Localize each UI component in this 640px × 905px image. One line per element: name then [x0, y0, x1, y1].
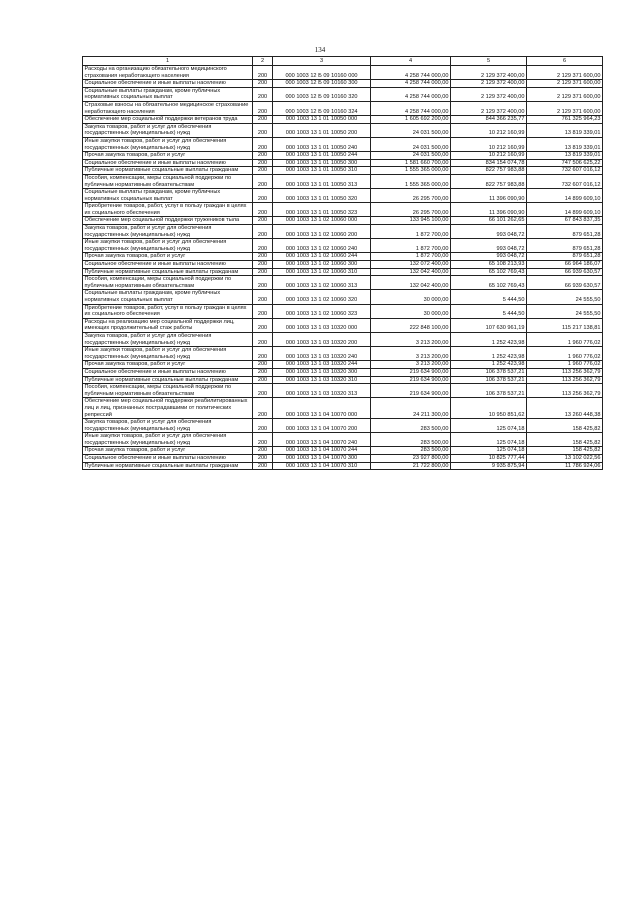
column-header-3: 3	[273, 57, 371, 66]
row-amount-col4-cell: 1 605 692 200,00	[371, 116, 451, 124]
row-amount-col5-cell: 1 252 423,98	[451, 361, 527, 369]
row-amount-col4-cell: 132 042 400,00	[371, 276, 451, 290]
row-code-cell: 000 1003 13 1 02 10060 000	[273, 217, 371, 225]
row-amount-col6-cell: 115 217 138,81	[527, 318, 603, 332]
row-code-cell: 000 1003 13 1 04 10070 240	[273, 433, 371, 447]
row-code-cell: 000 1003 13 1 03 10320 310	[273, 376, 371, 384]
page-number: 134	[314, 46, 326, 54]
row-amount-col6-cell: 13 819 339,01	[527, 137, 603, 151]
row-amount-col6-cell: 2 129 371 600,00	[527, 80, 603, 88]
row-amount-col6-cell: 66 939 630,57	[527, 268, 603, 276]
row-amount-col5-cell: 10 825 777,44	[451, 455, 527, 463]
row-name-cell: Закупка товаров, работ и услуг для обеспечения государственных (муниципальных) нужд	[83, 123, 253, 137]
table-row	[83, 159, 603, 167]
row-amount-col6-cell: 13 819 339,01	[527, 152, 603, 160]
row-code-cell: 000 1003 13 1 03 10320 200	[273, 332, 371, 346]
row-code-cell: 000 1003 13 1 02 10060 200	[273, 225, 371, 239]
row-admin-cell: 200	[253, 455, 273, 463]
row-admin-cell: 200	[253, 261, 273, 269]
row-amount-col5-cell: 106 378 537,21	[451, 376, 527, 384]
row-amount-col4-cell: 30 000,00	[371, 290, 451, 304]
row-name-cell: Закупка товаров, работ и услуг для обеспечения государственных (муниципальных) нужд	[83, 332, 253, 346]
row-code-cell: 000 1003 12 Б 09 10160 000	[273, 66, 371, 80]
table-row	[83, 253, 603, 261]
row-admin-cell: 200	[253, 203, 273, 217]
row-amount-col5-cell: 125 074,18	[451, 447, 527, 455]
row-name-cell: Публичные нормативные социальные выплаты гражданам	[83, 376, 253, 384]
row-admin-cell: 200	[253, 80, 273, 88]
table-row	[83, 447, 603, 455]
table-row	[83, 268, 603, 276]
table-row	[83, 462, 603, 470]
row-admin-cell: 200	[253, 276, 273, 290]
row-name-cell: Социальное обеспечение и иные выплаты населению	[83, 159, 253, 167]
row-code-cell: 000 1003 12 Б 09 10160 300	[273, 80, 371, 88]
row-name-cell: Приобретение товаров, работ, услуг в пользу граждан в целях их социального обеспечения	[83, 304, 253, 318]
row-admin-cell: 200	[253, 152, 273, 160]
row-name-cell: Закупка товаров, работ и услуг для обеспечения государственных (муниципальных) нужд	[83, 225, 253, 239]
table-row	[83, 304, 603, 318]
row-amount-col4-cell: 4 258 744 000,00	[371, 80, 451, 88]
row-amount-col4-cell: 24 031 500,00	[371, 152, 451, 160]
row-name-cell: Расходы на организацию обязательного медицинского страхования неработающего населения	[83, 66, 253, 80]
row-admin-cell: 200	[253, 225, 273, 239]
row-amount-col4-cell: 132 072 400,00	[371, 261, 451, 269]
table-row	[83, 101, 603, 115]
row-amount-col5-cell: 65 102 769,43	[451, 276, 527, 290]
row-amount-col5-cell: 125 074,18	[451, 419, 527, 433]
row-amount-col4-cell: 133 945 100,00	[371, 217, 451, 225]
row-amount-col4-cell: 1 872 700,00	[371, 253, 451, 261]
row-amount-col6-cell: 879 651,28	[527, 253, 603, 261]
row-amount-col5-cell: 834 154 074,78	[451, 159, 527, 167]
table-row	[83, 419, 603, 433]
row-name-cell: Обеспечение мер социальной поддержки ветеранов труда	[83, 116, 253, 124]
row-code-cell: 000 1003 13 1 02 10060 244	[273, 253, 371, 261]
row-admin-cell: 200	[253, 318, 273, 332]
row-code-cell: 000 1003 13 1 02 10060 310	[273, 268, 371, 276]
table-row	[83, 217, 603, 225]
table-row	[83, 87, 603, 101]
table-row	[83, 332, 603, 346]
row-amount-col5-cell: 125 074,18	[451, 433, 527, 447]
row-code-cell: 000 1003 13 1 04 10070 000	[273, 398, 371, 419]
row-code-cell: 000 1003 13 1 04 10070 300	[273, 455, 371, 463]
row-amount-col6-cell: 879 651,28	[527, 225, 603, 239]
table-row	[83, 203, 603, 217]
row-amount-col4-cell: 1 872 700,00	[371, 239, 451, 253]
row-admin-cell: 200	[253, 384, 273, 398]
row-admin-cell: 200	[253, 174, 273, 188]
row-admin-cell: 200	[253, 239, 273, 253]
table-body	[83, 66, 603, 470]
row-code-cell: 000 1003 13 1 01 10050 320	[273, 189, 371, 203]
table-row	[83, 239, 603, 253]
row-admin-cell: 200	[253, 368, 273, 376]
row-amount-col4-cell: 3 213 200,00	[371, 361, 451, 369]
row-admin-cell: 200	[253, 217, 273, 225]
table-row	[83, 152, 603, 160]
row-code-cell: 000 1003 13 1 02 10060 240	[273, 239, 371, 253]
row-name-cell: Социальные выплаты гражданам, кроме публичных нормативных социальных выплат	[83, 290, 253, 304]
table-row	[83, 318, 603, 332]
row-amount-col6-cell: 67 843 837,35	[527, 217, 603, 225]
table-row	[83, 368, 603, 376]
row-amount-col5-cell: 9 935 875,94	[451, 462, 527, 470]
row-amount-col4-cell: 24 211 300,00	[371, 398, 451, 419]
row-amount-col6-cell: 158 425,82	[527, 447, 603, 455]
row-amount-col5-cell: 822 757 983,88	[451, 174, 527, 188]
row-name-cell: Социальное обеспечение и иные выплаты населению	[83, 368, 253, 376]
row-code-cell: 000 1003 12 Б 09 10160 320	[273, 87, 371, 101]
row-amount-col6-cell: 66 939 630,57	[527, 276, 603, 290]
table-row	[83, 80, 603, 88]
table-row	[83, 455, 603, 463]
row-amount-col5-cell: 5 444,50	[451, 304, 527, 318]
row-amount-col4-cell: 1 581 660 700,00	[371, 159, 451, 167]
row-name-cell: Социальные выплаты гражданам, кроме публичных нормативных социальных выплат	[83, 87, 253, 101]
row-code-cell: 000 1003 13 1 01 10050 244	[273, 152, 371, 160]
row-code-cell: 000 1003 13 1 01 10050 240	[273, 137, 371, 151]
row-amount-col6-cell: 2 129 371 600,00	[527, 101, 603, 115]
table-row	[83, 225, 603, 239]
row-code-cell: 000 1003 13 1 03 10320 300	[273, 368, 371, 376]
row-code-cell: 000 1003 13 1 01 10050 310	[273, 167, 371, 175]
row-code-cell: 000 1003 13 1 02 10060 320	[273, 290, 371, 304]
row-name-cell: Иные закупки товаров, работ и услуг для обеспечения государственных (муниципальных) нужд	[83, 239, 253, 253]
row-name-cell: Социальные выплаты гражданам, кроме публичных нормативных социальных выплат	[83, 189, 253, 203]
row-admin-cell: 200	[253, 159, 273, 167]
row-name-cell: Публичные нормативные социальные выплаты гражданам	[83, 268, 253, 276]
row-amount-col4-cell: 1 555 365 000,00	[371, 167, 451, 175]
row-admin-cell: 200	[253, 116, 273, 124]
row-code-cell: 000 1003 13 1 04 10070 244	[273, 447, 371, 455]
row-code-cell: 000 1003 13 1 03 10320 000	[273, 318, 371, 332]
row-name-cell: Иные закупки товаров, работ и услуг для обеспечения государственных (муниципальных) нужд	[83, 347, 253, 361]
row-name-cell: Иные закупки товаров, работ и услуг для обеспечения государственных (муниципальных) нужд	[83, 433, 253, 447]
row-amount-col6-cell: 1 960 776,02	[527, 347, 603, 361]
row-amount-col4-cell: 4 258 744 000,00	[371, 101, 451, 115]
row-amount-col4-cell: 283 500,00	[371, 419, 451, 433]
table-row	[83, 290, 603, 304]
row-amount-col4-cell: 283 500,00	[371, 433, 451, 447]
row-amount-col4-cell: 4 258 744 000,00	[371, 87, 451, 101]
row-amount-col6-cell: 158 425,82	[527, 433, 603, 447]
row-amount-col5-cell: 106 378 537,21	[451, 368, 527, 376]
row-amount-col5-cell: 1 252 423,98	[451, 332, 527, 346]
row-amount-col5-cell: 106 378 537,21	[451, 384, 527, 398]
row-amount-col6-cell: 879 651,28	[527, 239, 603, 253]
row-amount-col6-cell: 1 960 776,02	[527, 332, 603, 346]
row-amount-col4-cell: 30 000,00	[371, 304, 451, 318]
row-amount-col5-cell: 1 252 423,98	[451, 347, 527, 361]
table-row	[83, 137, 603, 151]
row-name-cell: Пособия, компенсации, меры социальной поддержки по публичным нормативным обязательствам	[83, 384, 253, 398]
budget-table	[82, 56, 603, 470]
row-name-cell: Социальное обеспечение и иные выплаты населению	[83, 80, 253, 88]
row-amount-col5-cell: 10 212 160,99	[451, 137, 527, 151]
table-row	[83, 167, 603, 175]
row-code-cell: 000 1003 12 Б 09 10160 324	[273, 101, 371, 115]
row-name-cell: Прочая закупка товаров, работ и услуг	[83, 253, 253, 261]
row-admin-cell: 200	[253, 304, 273, 318]
row-amount-col6-cell: 14 899 609,10	[527, 189, 603, 203]
row-admin-cell: 200	[253, 419, 273, 433]
row-amount-col4-cell: 1 555 365 000,00	[371, 174, 451, 188]
row-amount-col6-cell: 14 899 609,10	[527, 203, 603, 217]
row-amount-col4-cell: 4 258 744 000,00	[371, 66, 451, 80]
row-code-cell: 000 1003 13 1 01 10050 000	[273, 116, 371, 124]
row-amount-col5-cell: 822 757 983,88	[451, 167, 527, 175]
row-name-cell: Страховые взносы на обязательное медицинское страхование неработающего населения	[83, 101, 253, 115]
row-name-cell: Обеспечение мер социальной поддержки тружеников тыла	[83, 217, 253, 225]
row-name-cell: Прочая закупка товаров, работ и услуг	[83, 152, 253, 160]
row-amount-col5-cell: 107 630 961,19	[451, 318, 527, 332]
row-code-cell: 000 1003 13 1 04 10070 200	[273, 419, 371, 433]
row-amount-col5-cell: 2 129 372 400,00	[451, 66, 527, 80]
row-amount-col6-cell: 2 129 371 600,00	[527, 66, 603, 80]
row-amount-col6-cell: 113 256 362,79	[527, 376, 603, 384]
row-amount-col6-cell: 13 102 022,56	[527, 455, 603, 463]
row-admin-cell: 200	[253, 87, 273, 101]
row-admin-cell: 200	[253, 66, 273, 80]
row-name-cell: Обеспечение мер социальной поддержки реабилитированных лиц и лиц, признанных пострадавшими от политических репрессий	[83, 398, 253, 419]
row-amount-col6-cell: 66 964 186,07	[527, 261, 603, 269]
row-name-cell: Иные закупки товаров, работ и услуг для обеспечения государственных (муниципальных) нужд	[83, 137, 253, 151]
row-code-cell: 000 1003 13 1 01 10050 200	[273, 123, 371, 137]
row-name-cell: Публичные нормативные социальные выплаты гражданам	[83, 462, 253, 470]
row-amount-col5-cell: 993 048,72	[451, 253, 527, 261]
row-admin-cell: 200	[253, 447, 273, 455]
row-amount-col6-cell: 24 555,50	[527, 290, 603, 304]
row-amount-col4-cell: 26 295 700,00	[371, 189, 451, 203]
row-name-cell: Закупка товаров, работ и услуг для обеспечения государственных (муниципальных) нужд	[83, 419, 253, 433]
row-amount-col6-cell: 113 256 362,79	[527, 384, 603, 398]
row-admin-cell: 200	[253, 253, 273, 261]
row-amount-col4-cell: 222 848 100,00	[371, 318, 451, 332]
row-amount-col5-cell: 11 396 090,90	[451, 203, 527, 217]
row-amount-col6-cell: 158 425,82	[527, 419, 603, 433]
row-amount-col6-cell: 13 260 448,38	[527, 398, 603, 419]
row-admin-cell: 200	[253, 376, 273, 384]
row-code-cell: 000 1003 13 1 02 10060 313	[273, 276, 371, 290]
row-amount-col5-cell: 65 108 213,93	[451, 261, 527, 269]
row-amount-col6-cell: 732 607 016,12	[527, 167, 603, 175]
row-name-cell: Приобретение товаров, работ, услуг в пользу граждан в целях их социального обеспечения	[83, 203, 253, 217]
row-amount-col5-cell: 2 129 372 400,00	[451, 80, 527, 88]
column-header-1: 1	[83, 57, 253, 66]
row-code-cell: 000 1003 13 1 04 10070 310	[273, 462, 371, 470]
row-admin-cell: 200	[253, 347, 273, 361]
row-name-cell: Публичные нормативные социальные выплаты гражданам	[83, 167, 253, 175]
table-row	[83, 361, 603, 369]
row-code-cell: 000 1003 13 1 02 10060 323	[273, 304, 371, 318]
table-row	[83, 384, 603, 398]
row-amount-col5-cell: 66 101 262,65	[451, 217, 527, 225]
row-code-cell: 000 1003 13 1 03 10320 244	[273, 361, 371, 369]
row-amount-col4-cell: 1 872 700,00	[371, 225, 451, 239]
row-name-cell: Прочая закупка товаров, работ и услуг	[83, 361, 253, 369]
row-admin-cell: 200	[253, 398, 273, 419]
table-row	[83, 276, 603, 290]
column-header-4: 4	[371, 57, 451, 66]
row-amount-col5-cell: 10 950 851,62	[451, 398, 527, 419]
row-amount-col4-cell: 24 031 500,00	[371, 123, 451, 137]
row-name-cell: Социальное обеспечение и иные выплаты населению	[83, 455, 253, 463]
row-admin-cell: 200	[253, 290, 273, 304]
row-amount-col6-cell: 732 607 016,12	[527, 174, 603, 188]
row-admin-cell: 200	[253, 361, 273, 369]
table-row	[83, 66, 603, 80]
row-amount-col4-cell: 3 213 200,00	[371, 332, 451, 346]
row-amount-col6-cell: 13 819 339,01	[527, 123, 603, 137]
column-header-2: 2	[253, 57, 273, 66]
table-row	[83, 376, 603, 384]
column-header-5: 5	[451, 57, 527, 66]
row-name-cell: Пособия, компенсации, меры социальной поддержки по публичным нормативным обязательствам	[83, 174, 253, 188]
row-amount-col6-cell: 11 786 924,06	[527, 462, 603, 470]
row-amount-col6-cell: 24 555,50	[527, 304, 603, 318]
table-row	[83, 116, 603, 124]
row-amount-col4-cell: 283 500,00	[371, 447, 451, 455]
row-name-cell: Прочая закупка товаров, работ и услуг	[83, 447, 253, 455]
row-amount-col5-cell: 11 396 090,90	[451, 189, 527, 203]
table-row	[83, 174, 603, 188]
row-name-cell: Социальное обеспечение и иные выплаты населению	[83, 261, 253, 269]
row-amount-col4-cell: 132 042 400,00	[371, 268, 451, 276]
row-amount-col5-cell: 844 366 235,77	[451, 116, 527, 124]
row-admin-cell: 200	[253, 332, 273, 346]
row-admin-cell: 200	[253, 101, 273, 115]
row-amount-col4-cell: 219 634 900,00	[371, 384, 451, 398]
table-row	[83, 433, 603, 447]
row-amount-col6-cell: 113 256 362,79	[527, 368, 603, 376]
row-admin-cell: 200	[253, 268, 273, 276]
row-code-cell: 000 1003 13 1 01 10050 300	[273, 159, 371, 167]
row-amount-col4-cell: 3 213 200,00	[371, 347, 451, 361]
row-amount-col6-cell: 2 129 371 600,00	[527, 87, 603, 101]
row-amount-col6-cell: 761 325 964,23	[527, 116, 603, 124]
row-code-cell: 000 1003 13 1 02 10060 300	[273, 261, 371, 269]
row-amount-col4-cell: 23 927 800,00	[371, 455, 451, 463]
row-admin-cell: 200	[253, 167, 273, 175]
row-admin-cell: 200	[253, 433, 273, 447]
table-row	[83, 347, 603, 361]
row-amount-col5-cell: 10 212 160,99	[451, 152, 527, 160]
row-amount-col4-cell: 24 031 500,00	[371, 137, 451, 151]
row-code-cell: 000 1003 13 1 01 10050 313	[273, 174, 371, 188]
row-name-cell: Расходы на реализацию мер социальной поддержки лиц, имеющих продолжительный стаж работы	[83, 318, 253, 332]
row-name-cell: Пособия, компенсации, меры социальной поддержки по публичным нормативным обязательствам	[83, 276, 253, 290]
row-amount-col5-cell: 993 048,72	[451, 225, 527, 239]
row-code-cell: 000 1003 13 1 03 10320 240	[273, 347, 371, 361]
row-amount-col5-cell: 2 129 372 400,00	[451, 87, 527, 101]
row-admin-cell: 200	[253, 189, 273, 203]
table-row	[83, 398, 603, 419]
row-code-cell: 000 1003 13 1 01 10050 323	[273, 203, 371, 217]
row-amount-col5-cell: 65 102 769,43	[451, 268, 527, 276]
table-row	[83, 261, 603, 269]
row-amount-col5-cell: 5 444,50	[451, 290, 527, 304]
row-amount-col5-cell: 993 048,72	[451, 239, 527, 253]
row-amount-col4-cell: 21 722 800,00	[371, 462, 451, 470]
row-amount-col6-cell: 1 960 776,02	[527, 361, 603, 369]
row-amount-col5-cell: 10 212 160,99	[451, 123, 527, 137]
row-amount-col5-cell: 2 129 372 400,00	[451, 101, 527, 115]
row-amount-col4-cell: 219 634 900,00	[371, 376, 451, 384]
row-amount-col4-cell: 219 634 900,00	[371, 368, 451, 376]
row-amount-col4-cell: 26 295 700,00	[371, 203, 451, 217]
row-admin-cell: 200	[253, 462, 273, 470]
table-header-row	[83, 57, 603, 66]
row-admin-cell: 200	[253, 123, 273, 137]
table-row	[83, 189, 603, 203]
row-admin-cell: 200	[253, 137, 273, 151]
table-row	[83, 123, 603, 137]
row-code-cell: 000 1003 13 1 03 10320 313	[273, 384, 371, 398]
row-amount-col6-cell: 747 506 625,22	[527, 159, 603, 167]
column-header-6: 6	[527, 57, 603, 66]
